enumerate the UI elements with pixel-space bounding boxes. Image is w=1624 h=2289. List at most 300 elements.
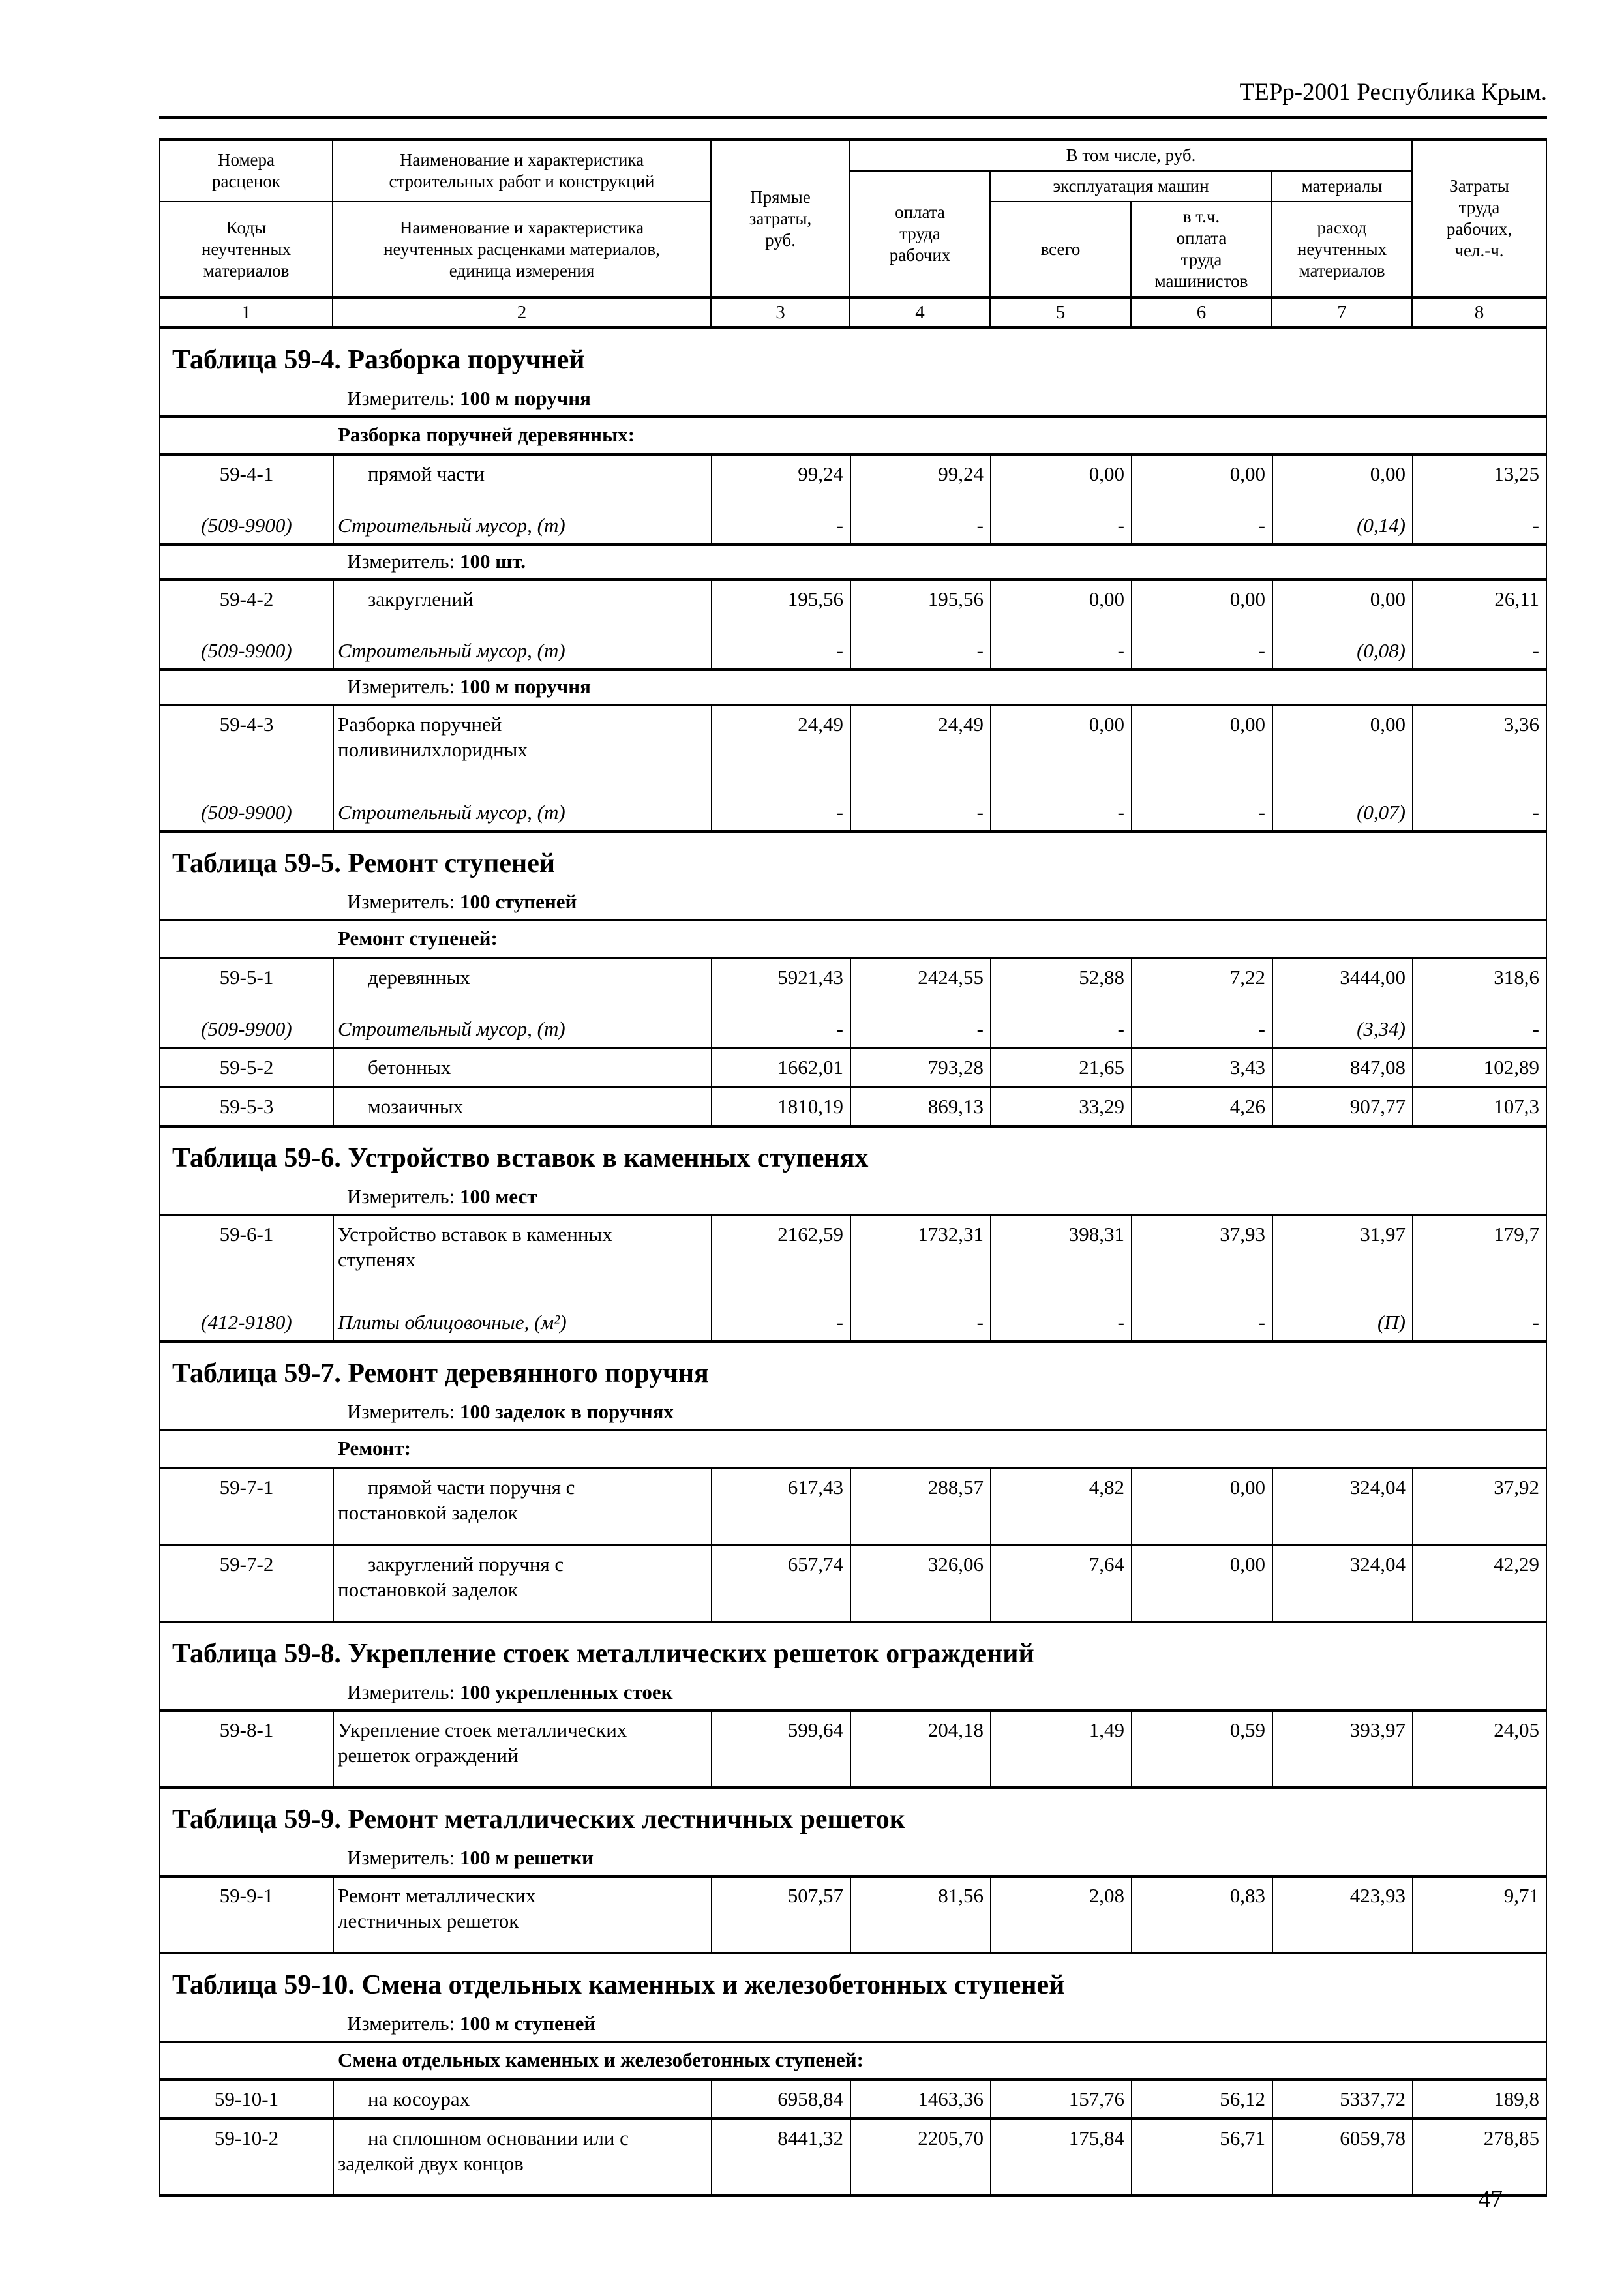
header-group-materials: материалы	[1272, 171, 1412, 202]
cell-value	[711, 706, 850, 830]
cell-code	[160, 959, 333, 1047]
sub-value: -	[1532, 1311, 1539, 1334]
sub-value: -	[1258, 514, 1265, 537]
value: 657,74	[787, 1553, 843, 1576]
value: 423,93	[1349, 1884, 1406, 1907]
cell-value	[1272, 1546, 1412, 1621]
work-name: Укрепление стоек металлических решеток ограждений	[338, 1718, 627, 1767]
value: 0,00	[1229, 588, 1265, 610]
value: 393,97	[1349, 1718, 1406, 1741]
sub-value: -	[1532, 639, 1539, 662]
cell-value	[850, 1469, 990, 1544]
measure-label: Измеритель:	[347, 1400, 455, 1423]
value: 5921,43	[777, 966, 843, 989]
cell-value	[1131, 2081, 1272, 2117]
cell-value	[990, 1712, 1131, 1786]
measure-line	[160, 546, 1546, 578]
table-row	[160, 1469, 1546, 1546]
cell-value	[711, 1469, 850, 1544]
cell-value	[711, 959, 850, 1047]
cell-code	[160, 1049, 333, 1086]
cell-code	[160, 1469, 333, 1544]
cell-value	[711, 456, 850, 543]
sub-value: (3,34)	[1357, 1017, 1406, 1040]
cell-value	[1131, 2120, 1272, 2194]
page-number: 47	[1479, 2186, 1503, 2213]
cell-name	[333, 2120, 711, 2194]
group-header: Разборка поручней деревянных:	[160, 415, 1546, 456]
cell-value	[1131, 456, 1272, 543]
value: 157,76	[1068, 2087, 1124, 2110]
header-col-total: всего	[990, 202, 1131, 298]
cell-code	[160, 1546, 333, 1621]
cell-name	[333, 456, 711, 543]
value: 617,43	[787, 1476, 843, 1499]
work-name: закруглений поручня с постановкой заделок	[338, 1553, 564, 1601]
value: 2205,70	[918, 2127, 984, 2149]
table-row	[160, 959, 1546, 1049]
material-code: (509-9900)	[201, 1017, 292, 1040]
section-title: Таблица 59-9. Ремонт металлических лестничных решеток	[172, 1804, 905, 1834]
value: 0,00	[1370, 713, 1406, 736]
value: 0,00	[1089, 713, 1124, 736]
rate-code: 59-5-2	[219, 1056, 274, 1079]
cell-code	[160, 1712, 333, 1786]
cell-value	[1412, 1546, 1546, 1621]
sub-value: -	[836, 639, 843, 662]
value: 37,93	[1220, 1223, 1265, 1246]
measure-value: 100 ступеней	[459, 890, 577, 913]
cell-value	[711, 1878, 850, 1952]
value: 56,12	[1220, 2087, 1265, 2110]
value: 6059,78	[1340, 2127, 1406, 2149]
value: 37,92	[1494, 1476, 1539, 1499]
rate-code: 59-10-1	[214, 2087, 279, 2110]
cell-value	[1272, 1712, 1412, 1786]
column-number: 5	[990, 298, 1131, 327]
cell-value	[1412, 456, 1546, 543]
value: 3444,00	[1340, 966, 1406, 989]
cell-value	[990, 1216, 1131, 1340]
work-name: деревянных	[368, 966, 470, 989]
table-row	[160, 1709, 1546, 1789]
value: 288,57	[927, 1476, 984, 1499]
sub-value: -	[976, 1017, 984, 1040]
value: 0,00	[1370, 588, 1406, 610]
value: 599,64	[787, 1718, 843, 1741]
cell-value	[850, 959, 990, 1047]
sub-value: -	[1258, 1017, 1265, 1040]
value: 324,04	[1349, 1553, 1406, 1576]
column-number: 7	[1272, 298, 1412, 327]
table-row	[160, 2081, 1546, 2120]
value: 189,8	[1494, 2087, 1539, 2110]
sub-value: -	[1117, 801, 1124, 824]
group-header: Смена отдельных каменных и железобетонных ступеней:	[160, 2041, 1546, 2081]
header-group-machines: эксплуатация машин	[990, 171, 1272, 202]
cell-value	[1131, 581, 1272, 668]
measure-line	[160, 671, 1546, 704]
value: 6958,84	[777, 2087, 843, 2110]
cell-name	[333, 1049, 711, 1086]
value: 204,18	[927, 1718, 984, 1741]
value: 1810,19	[777, 1095, 843, 1118]
value: 52,88	[1079, 966, 1124, 989]
value: 0,00	[1229, 1553, 1265, 1576]
sub-value: -	[976, 801, 984, 824]
measure-label: Измеритель:	[347, 675, 455, 698]
header-col-material-codes: Коды неучтенных материалов	[160, 202, 333, 298]
material-name: Плиты облицовочные, (м²)	[338, 1311, 567, 1334]
cell-value	[1412, 1088, 1546, 1125]
sub-value: -	[1117, 1017, 1124, 1040]
value: 56,71	[1220, 2127, 1265, 2149]
section-title: Таблица 59-6. Устройство вставок в каменных ступенях	[172, 1143, 869, 1173]
cell-value	[711, 1712, 850, 1786]
rate-code: 59-5-3	[219, 1095, 274, 1118]
material-code: (412-9180)	[201, 1311, 292, 1334]
header-rule	[159, 116, 1547, 119]
material-code: (509-9900)	[201, 801, 292, 824]
section-title: Таблица 59-4. Разборка поручней	[172, 345, 585, 375]
value: 1463,36	[918, 2087, 984, 2110]
header-col-direct-costs: Прямые затраты, руб.	[711, 141, 850, 298]
sub-value: -	[1117, 639, 1124, 662]
value: 1662,01	[777, 1056, 843, 1079]
table-row	[160, 1875, 1546, 1954]
measure-value: 100 шт.	[459, 550, 526, 573]
work-name: закруглений	[368, 588, 474, 610]
measure-label: Измеритель:	[347, 387, 455, 410]
measure-label: Измеритель:	[347, 1681, 455, 1703]
column-number: 6	[1131, 298, 1272, 327]
column-number: 3	[711, 298, 850, 327]
sub-value: -	[1117, 1311, 1124, 1334]
group-header: Ремонт:	[160, 1429, 1546, 1469]
sub-value: -	[1532, 1017, 1539, 1040]
value: 0,00	[1089, 462, 1124, 485]
sub-value: (0,14)	[1357, 514, 1406, 537]
sub-value: -	[836, 801, 843, 824]
cell-value	[990, 1546, 1131, 1621]
cell-value	[711, 1216, 850, 1340]
column-number: 2	[333, 298, 711, 327]
cell-value	[1131, 1049, 1272, 1086]
column-number: 4	[850, 298, 990, 327]
value: 81,56	[938, 1884, 984, 1907]
header-col-material-consumption: расход неучтенных материалов	[1272, 202, 1412, 298]
table-row	[160, 704, 1546, 833]
cell-name	[333, 1469, 711, 1544]
work-name: бетонных	[368, 1056, 451, 1079]
cell-value	[990, 959, 1131, 1047]
cell-value	[711, 2081, 850, 2117]
cell-value	[1131, 1878, 1272, 1952]
sub-value: (П)	[1377, 1311, 1406, 1334]
value: 0,83	[1229, 1884, 1265, 1907]
value: 42,29	[1494, 1553, 1539, 1576]
rate-code: 59-6-1	[219, 1223, 274, 1246]
cell-value	[990, 2120, 1131, 2194]
value: 847,08	[1349, 1056, 1406, 1079]
cell-code	[160, 706, 333, 830]
measure-value: 100 м решетки	[459, 1846, 594, 1869]
value: 4,26	[1229, 1095, 1265, 1118]
cell-value	[711, 581, 850, 668]
work-name: на косоурах	[368, 2087, 470, 2110]
value: 3,43	[1229, 1056, 1265, 1079]
header-col-work-name: Наименование и характеристика строительных работ и конструкций	[333, 141, 711, 202]
value: 24,05	[1494, 1718, 1539, 1741]
cell-name	[333, 1216, 711, 1340]
value: 324,04	[1349, 1476, 1406, 1499]
value: 326,06	[927, 1553, 984, 1576]
value: 13,25	[1494, 462, 1539, 485]
cell-name	[333, 2081, 711, 2117]
cell-value	[711, 1546, 850, 1621]
cell-value	[990, 1469, 1131, 1544]
material-name: Строительный мусор, (т)	[338, 801, 565, 824]
cell-code	[160, 2120, 333, 2194]
cell-value	[1412, 1049, 1546, 1086]
measure-label: Измеритель:	[347, 890, 455, 913]
value: 507,57	[787, 1884, 843, 1907]
sub-value: -	[836, 514, 843, 537]
sub-value: (0,08)	[1357, 639, 1406, 662]
value: 398,31	[1068, 1223, 1124, 1246]
cell-name	[333, 706, 711, 830]
value: 318,6	[1494, 966, 1539, 989]
value: 2424,55	[918, 966, 984, 989]
rate-code: 59-7-2	[219, 1553, 274, 1576]
cell-name	[333, 1712, 711, 1786]
sub-value: -	[1258, 801, 1265, 824]
work-name: прямой части	[368, 462, 485, 485]
cell-value	[850, 1049, 990, 1086]
table-header-wrap	[160, 138, 1546, 329]
section-title: Таблица 59-10. Смена отдельных каменных и железобетонных ступеней	[172, 1970, 1065, 2000]
cell-code	[160, 1088, 333, 1125]
cell-value	[1412, 706, 1546, 830]
table-row	[160, 1088, 1546, 1128]
cell-value	[1131, 959, 1272, 1047]
header-col-machinists-pay: в т.ч. оплата труда машинистов	[1131, 202, 1272, 298]
value: 0,00	[1089, 588, 1124, 610]
value: 2162,59	[777, 1223, 843, 1246]
cell-value	[850, 1712, 990, 1786]
header-col-material-name: Наименование и характеристика неучтенных расценками материалов, единица измерения	[333, 202, 711, 298]
material-code: (509-9900)	[201, 639, 292, 662]
sub-value: -	[1532, 514, 1539, 537]
measure-line	[160, 1181, 1546, 1214]
rate-code: 59-4-2	[219, 588, 274, 610]
work-name: мозаичных	[368, 1095, 464, 1118]
cell-value	[1412, 1712, 1546, 1786]
cell-value	[1412, 1878, 1546, 1952]
measure-value: 100 заделок в поручнях	[459, 1400, 674, 1423]
measure-line	[160, 1677, 1546, 1709]
cell-value	[850, 456, 990, 543]
work-name: на сплошном основании или с заделкой двух концов	[338, 2127, 629, 2175]
cell-value	[990, 581, 1131, 668]
value: 1,49	[1089, 1718, 1124, 1741]
rate-code: 59-4-1	[219, 462, 274, 485]
rate-code: 59-9-1	[219, 1884, 274, 1907]
cell-value	[990, 1049, 1131, 1086]
value: 24,49	[798, 713, 843, 736]
cell-value	[1272, 2120, 1412, 2194]
cell-name	[333, 581, 711, 668]
measure-value: 100 укрепленных стоек	[459, 1681, 673, 1703]
value: 0,00	[1229, 462, 1265, 485]
value: 4,82	[1089, 1476, 1124, 1499]
cell-value	[990, 1878, 1131, 1952]
cell-value	[1272, 1049, 1412, 1086]
rate-code: 59-8-1	[219, 1718, 274, 1741]
cell-value	[1131, 1088, 1272, 1125]
cell-value	[1272, 2081, 1412, 2117]
value: 195,56	[787, 588, 843, 610]
cell-value	[1412, 1469, 1546, 1544]
cell-code	[160, 581, 333, 668]
cell-code	[160, 456, 333, 543]
column-number: 8	[1412, 298, 1546, 327]
rate-code: 59-5-1	[219, 966, 274, 989]
cell-value	[1272, 1878, 1412, 1952]
measure-value: 100 м поручня	[459, 675, 591, 698]
cell-value	[990, 456, 1131, 543]
sub-value: -	[976, 514, 984, 537]
cell-value	[1272, 959, 1412, 1047]
cell-value	[990, 1088, 1131, 1125]
work-name: Разборка поручней поливинилхлоридных	[338, 713, 528, 761]
measure-value: 100 мест	[459, 1185, 537, 1208]
cell-code	[160, 1216, 333, 1340]
value: 3,36	[1503, 713, 1539, 736]
cell-value	[1412, 2120, 1546, 2194]
cell-name	[333, 1878, 711, 1952]
header-group-including: В том числе, руб.	[850, 141, 1412, 171]
header-col-labor-costs: Затраты труда рабочих, чел.-ч.	[1412, 141, 1546, 298]
value: 793,28	[927, 1056, 984, 1079]
cell-value	[711, 2120, 850, 2194]
value: 0,00	[1229, 1476, 1265, 1499]
cell-value	[1131, 1216, 1272, 1340]
cell-name	[333, 1088, 711, 1125]
measure-label: Измеритель:	[347, 1846, 455, 1869]
measure-line	[160, 1396, 1546, 1429]
rate-code: 59-10-2	[214, 2127, 279, 2149]
measure-line	[160, 886, 1546, 919]
rate-code: 59-7-1	[219, 1476, 274, 1499]
material-name: Строительный мусор, (т)	[338, 639, 565, 662]
section-title: Таблица 59-7. Ремонт деревянного поручня	[172, 1358, 709, 1388]
table-row	[160, 1546, 1546, 1623]
value: 907,77	[1349, 1095, 1406, 1118]
sub-value: -	[1258, 1311, 1265, 1334]
value: 195,56	[927, 588, 984, 610]
value: 107,3	[1494, 1095, 1539, 1118]
table-row	[160, 2120, 1546, 2197]
value: 179,7	[1494, 1223, 1539, 1246]
value: 2,08	[1089, 1884, 1124, 1907]
cell-value	[1412, 2081, 1546, 2117]
measure-line	[160, 1842, 1546, 1875]
value: 175,84	[1068, 2127, 1124, 2149]
cell-value	[990, 2081, 1131, 2117]
sub-value: -	[836, 1017, 843, 1040]
value: 0,00	[1229, 713, 1265, 736]
rate-code: 59-4-3	[219, 713, 274, 736]
cell-code	[160, 1878, 333, 1952]
cell-value	[1272, 706, 1412, 830]
document-reference: ТЕРр-2001 Республика Крым.	[1239, 79, 1547, 106]
value: 7,64	[1089, 1553, 1124, 1576]
cell-value	[990, 706, 1131, 830]
table-row	[160, 1049, 1546, 1088]
value: 26,11	[1494, 588, 1539, 610]
column-number: 1	[160, 298, 333, 327]
value: 0,59	[1229, 1718, 1265, 1741]
header-col-workers-pay: оплата труда рабочих	[850, 171, 990, 298]
measure-label: Измеритель:	[347, 1185, 455, 1208]
value: 21,65	[1079, 1056, 1124, 1079]
cell-value	[850, 1546, 990, 1621]
value: 1732,31	[918, 1223, 984, 1246]
page-header	[0, 0, 1624, 119]
value: 33,29	[1079, 1095, 1124, 1118]
cell-value	[850, 706, 990, 830]
sub-value: -	[836, 1311, 843, 1334]
measure-line	[160, 383, 1546, 415]
sub-value: -	[1117, 514, 1124, 537]
work-name: Устройство вставок в каменных ступенях	[338, 1223, 612, 1271]
cell-value	[850, 2120, 990, 2194]
material-code: (509-9900)	[201, 514, 292, 537]
cell-value	[1131, 1546, 1272, 1621]
cell-value	[1272, 1216, 1412, 1340]
sections	[160, 329, 1546, 2197]
value: 99,24	[938, 462, 984, 485]
measure-line	[160, 2008, 1546, 2041]
cell-name	[333, 1546, 711, 1621]
cell-value	[711, 1088, 850, 1125]
value: 24,49	[938, 713, 984, 736]
sub-value: -	[1258, 639, 1265, 662]
cell-code	[160, 2081, 333, 2117]
section-title: Таблица 59-5. Ремонт ступеней	[172, 848, 556, 878]
material-name: Строительный мусор, (т)	[338, 514, 565, 537]
sub-value: -	[976, 639, 984, 662]
value: 278,85	[1483, 2127, 1539, 2149]
cell-value	[1272, 1469, 1412, 1544]
value: 102,89	[1483, 1056, 1539, 1079]
cell-value	[1412, 581, 1546, 668]
value: 869,13	[927, 1095, 984, 1118]
cell-value	[850, 1878, 990, 1952]
pricing-table-header	[160, 141, 1546, 326]
value: 31,97	[1360, 1223, 1406, 1246]
section-title: Таблица 59-8. Укрепление стоек металлических решеток ограждений	[172, 1639, 1034, 1669]
value: 8441,32	[777, 2127, 843, 2149]
work-name: Ремонт металлических лестничных решеток	[338, 1884, 536, 1932]
measure-value: 100 м поручня	[459, 387, 591, 410]
value: 9,71	[1503, 1884, 1539, 1907]
cell-value	[1131, 706, 1272, 830]
cell-value	[1412, 959, 1546, 1047]
cell-value	[1272, 581, 1412, 668]
cell-value	[1412, 1216, 1546, 1340]
